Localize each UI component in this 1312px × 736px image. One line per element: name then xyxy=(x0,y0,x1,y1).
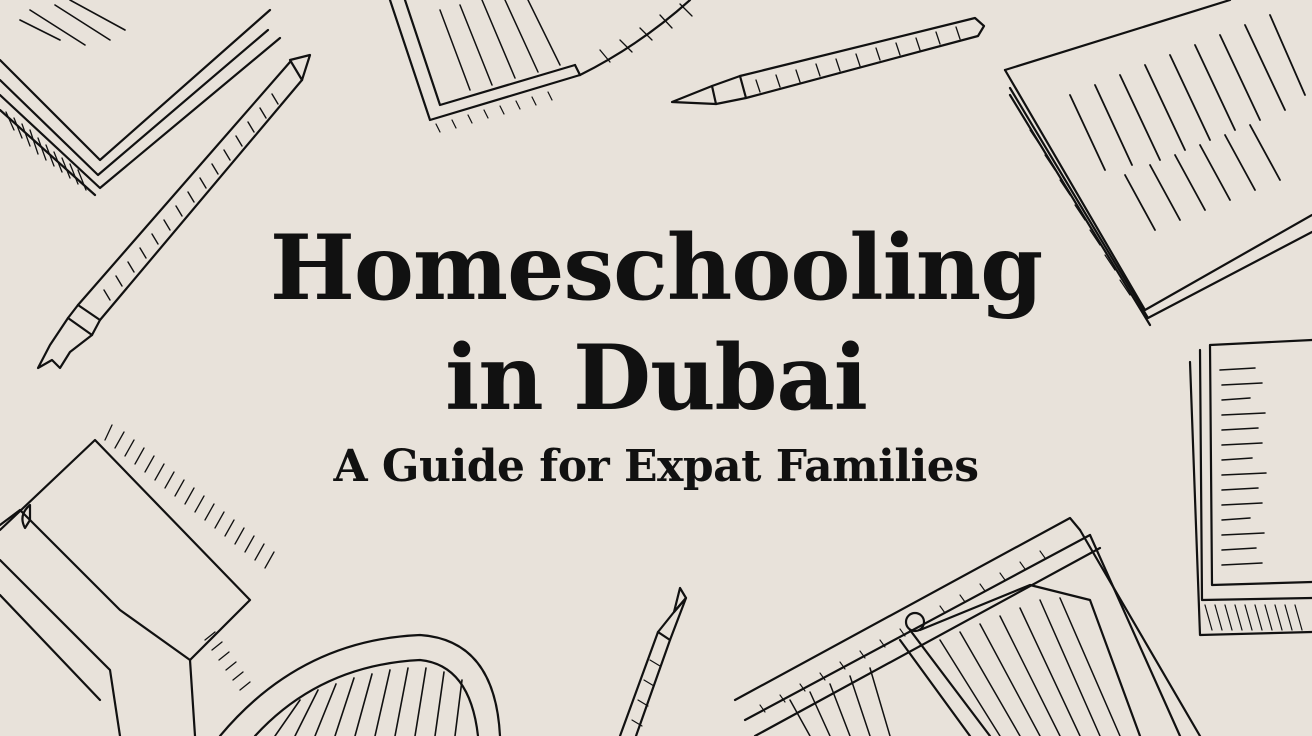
page-title-line-2: in Dubai xyxy=(445,325,867,431)
page-subtitle: A Guide for Expat Families xyxy=(333,441,979,492)
notebook-icon xyxy=(390,0,692,132)
open-book-icon xyxy=(0,0,280,195)
page-title-line-1: Homeschooling xyxy=(269,215,1043,321)
notebook-icon xyxy=(0,425,274,736)
pencil-icon xyxy=(672,18,984,104)
open-book-icon xyxy=(735,518,1200,736)
open-book-icon xyxy=(220,635,500,736)
pencil-icon xyxy=(38,55,310,368)
pencil-icon xyxy=(620,588,686,736)
stacked-papers-icon xyxy=(1190,340,1312,635)
document-icon xyxy=(1005,0,1312,325)
